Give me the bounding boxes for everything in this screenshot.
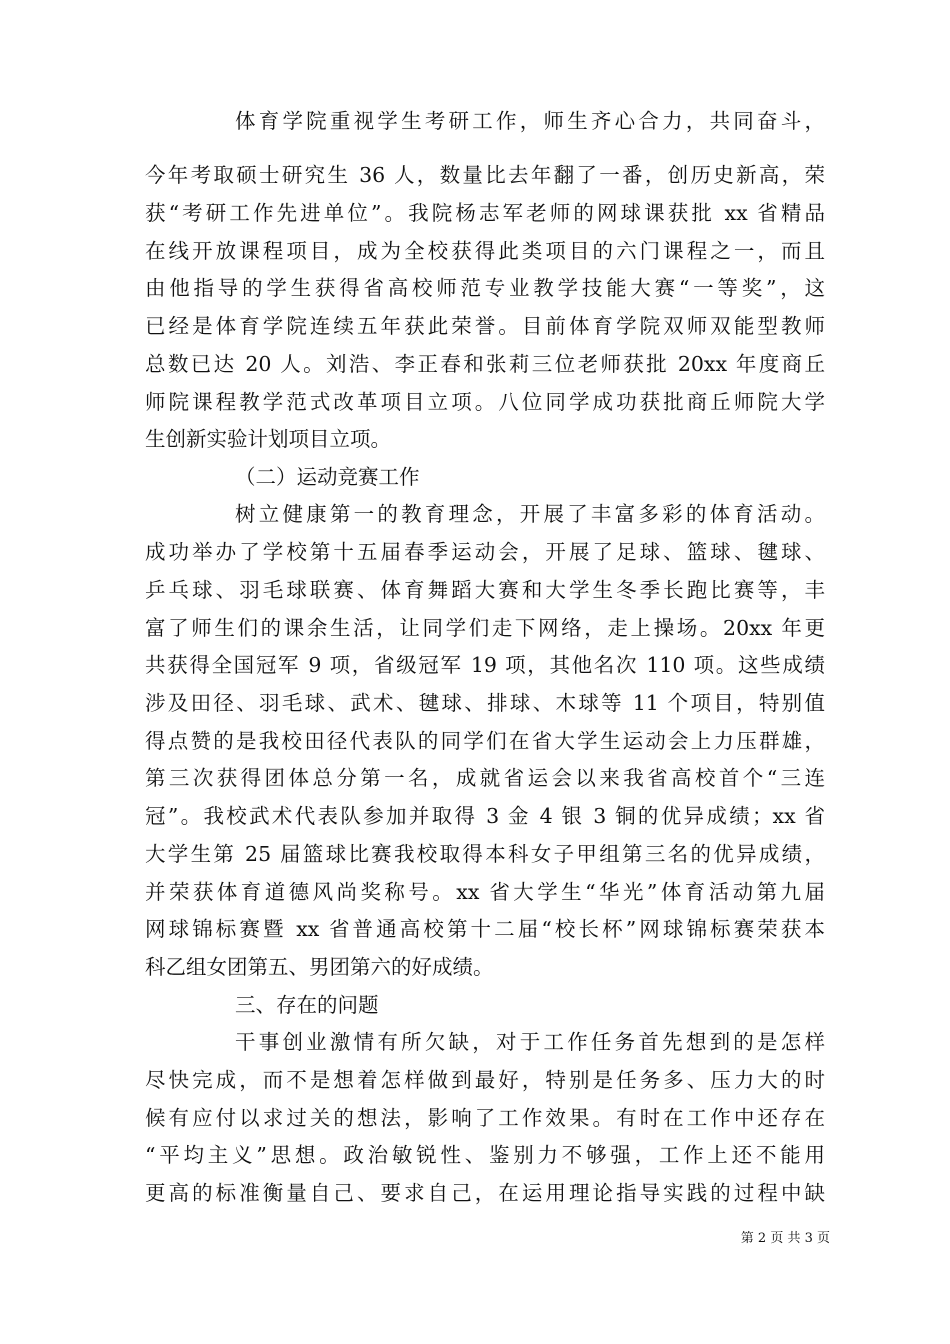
paragraph-line: 体育学院重视学生考研工作，师生齐心合力，共同奋斗， [235, 109, 825, 133]
paragraph-line: 由他指导的学生获得省高校师范专业教学技能大赛“一等奖”，这 [145, 276, 825, 300]
paragraph-line: 科乙组女团第五、男团第六的好成绩。 [145, 955, 494, 979]
paragraph-line: 富了师生们的课余生活，让同学们走下网络，走上操场。20xx 年更 [145, 616, 825, 640]
paragraph-line: 冠”。我校武术代表队参加并取得 3 金 4 银 3 铜的优异成绩；xx 省 [145, 804, 825, 828]
paragraph-line: 第三次获得团体总分第一名，成就省运会以来我省高校首个“三连 [145, 766, 825, 790]
section-heading-sports: （二）运动竞赛工作 [235, 465, 420, 489]
paragraph-line: 在线开放课程项目，成为全校获得此类项目的六门课程之一，而且 [145, 239, 825, 263]
paragraph-line: 共获得全国冠军 9 项，省级冠军 19 项，其他名次 110 项。这些成绩 [145, 653, 825, 677]
paragraph-line: 树立健康第一的教育理念，开展了丰富多彩的体育活动。 [235, 502, 825, 526]
paragraph-line: 网球锦标赛暨 xx 省普通高校第十二届“校长杯”网球锦标赛荣获本 [145, 917, 825, 941]
paragraph-line: 获“考研工作先进单位”。我院杨志军老师的网球课获批 xx 省精品 [145, 201, 825, 225]
paragraph-line: 大学生第 25 届篮球比赛我校取得本科女子甲组第三名的优异成绩， [145, 842, 825, 866]
paragraph-line: “平均主义”思想。政治敏锐性、鉴别力不够强，工作上还不能用 [145, 1143, 825, 1167]
paragraph-line: 总数已达 20 人。刘浩、李正春和张莉三位老师获批 20xx 年度商丘 [145, 352, 825, 376]
paragraph-line: 已经是体育学院连续五年获此荣誉。目前体育学院双师双能型教师 [145, 314, 825, 338]
paragraph-line: 尽快完成，而不是想着怎样做到最好，特别是任务多、压力大的时 [145, 1068, 825, 1092]
paragraph-line: 干事创业激情有所欠缺，对于工作任务首先想到的是怎样 [235, 1030, 825, 1054]
paragraph-line: 师院课程教学范式改革项目立项。八位同学成功获批商丘师院大学 [145, 390, 825, 414]
paragraph-line: 生创新实验计划项目立项。 [145, 427, 391, 451]
section-heading-problems: 三、存在的问题 [235, 993, 379, 1017]
paragraph-line: 乒乓球、羽毛球联赛、体育舞蹈大赛和大学生冬季长跑比赛等，丰 [145, 578, 825, 602]
paragraph-line: 并荣获体育道德风尚奖称号。xx 省大学生“华光”体育活动第九届 [145, 880, 825, 904]
paragraph-line: 涉及田径、羽毛球、武术、毽球、排球、木球等 11 个项目，特别值 [145, 691, 825, 715]
paragraph-line: 更高的标准衡量自己、要求自己，在运用理论指导实践的过程中缺 [145, 1181, 825, 1205]
page-number: 第 2 页 共 3 页 [740, 1231, 830, 1246]
paragraph-line: 得点赞的是我校田径代表队的同学们在省大学生运动会上力压群雄， [145, 729, 825, 753]
paragraph-line: 候有应付以求过关的想法，影响了工作效果。有时在工作中还存在 [145, 1106, 825, 1130]
paragraph-line: 今年考取硕士研究生 36 人，数量比去年翻了一番，创历史新高，荣 [145, 163, 825, 187]
paragraph-line: 成功举办了学校第十五届春季运动会，开展了足球、篮球、毽球、 [145, 540, 825, 564]
